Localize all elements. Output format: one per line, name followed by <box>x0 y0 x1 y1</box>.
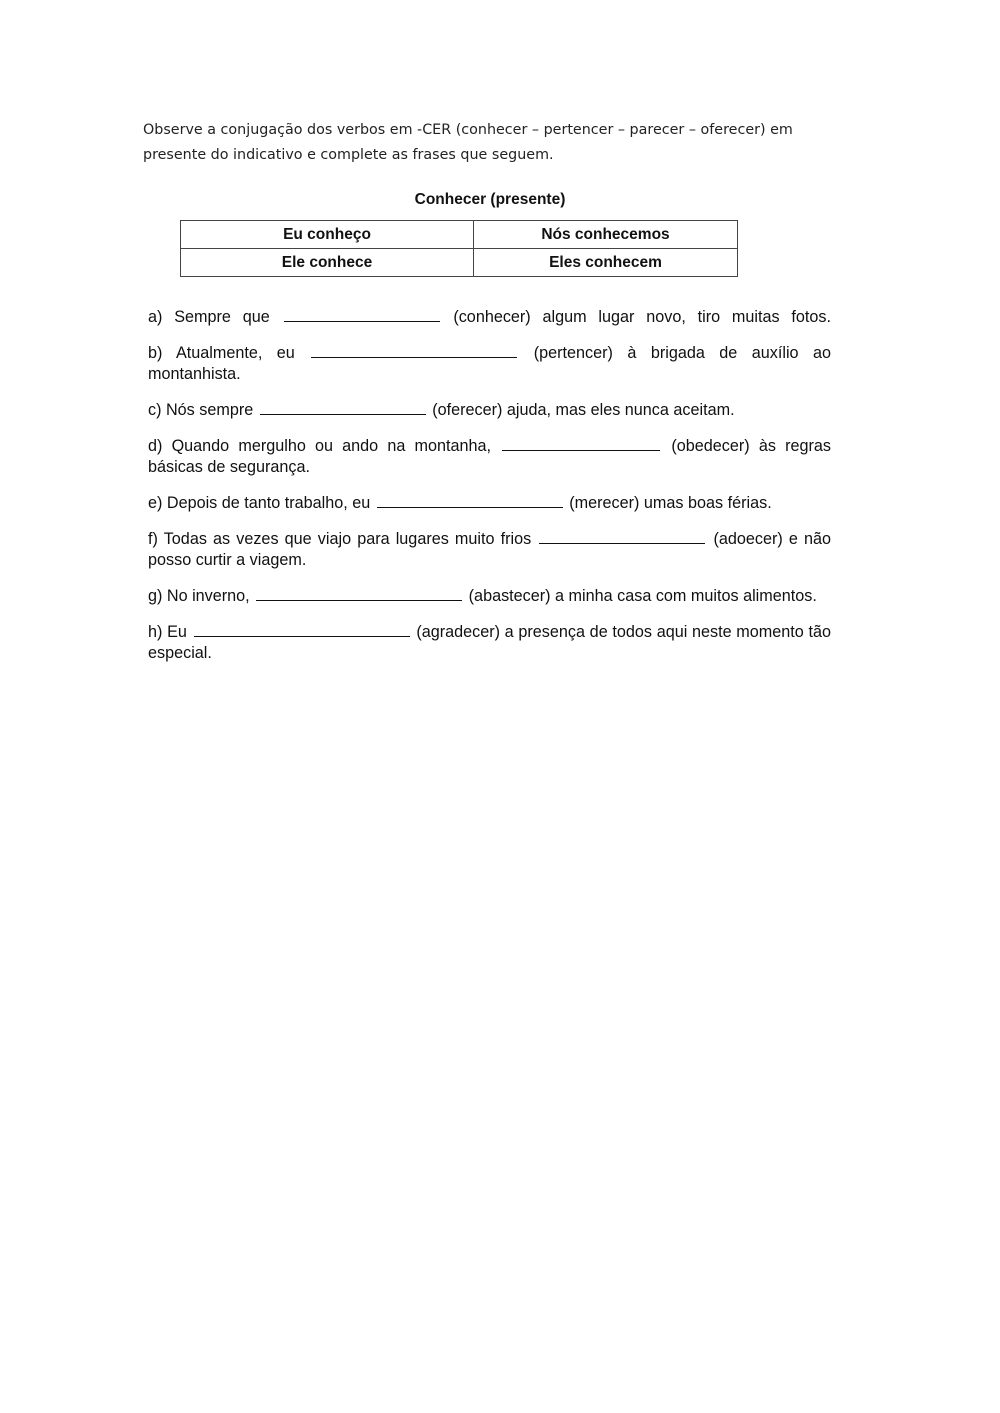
exercise-d <box>148 435 831 478</box>
answer-blank-g[interactable] <box>256 585 462 601</box>
exercise-prompt-after: (oferecer) ajuda, mas eles nunca aceitam. <box>432 401 735 419</box>
exercise-prompt-after: (adoecer) e não posso curtir a viagem. <box>148 530 831 569</box>
table-cell: Nós conhecemos <box>474 221 738 249</box>
instructions-text: Observe a conjugação dos verbos em -CER (conhecer – pertencer – parecer – oferecer) em presente do indicativo e complete as frases que seguem. <box>143 122 793 163</box>
exercise-prompt-before: h) Eu <box>148 623 187 641</box>
answer-blank-a[interactable] <box>284 306 440 322</box>
exercise-prompt-before: b) Atualmente, eu <box>148 344 295 362</box>
table-row <box>181 221 738 249</box>
table-cell: Eles conhecem <box>474 249 738 277</box>
exercise-prompt-after: (conhecer) algum lugar novo, tiro muitas fotos. <box>453 308 831 326</box>
exercise-prompt-after: (merecer) umas boas férias. <box>569 494 772 512</box>
table-title: Conhecer (presente) <box>414 191 566 208</box>
exercise-prompt-before: e) Depois de tanto trabalho, eu <box>148 494 371 512</box>
exercise-e <box>148 492 831 514</box>
answer-blank-h[interactable] <box>194 621 410 637</box>
answer-blank-b[interactable] <box>311 342 517 358</box>
exercise-h <box>148 621 831 664</box>
exercise-prompt-after: (agradecer) a presença de todos aqui neste momento tão especial. <box>148 623 831 662</box>
table-row <box>181 249 738 277</box>
exercise-b <box>148 342 831 385</box>
exercise-prompt-before: c) Nós sempre <box>148 401 254 419</box>
exercise-g <box>148 585 831 607</box>
exercise-list <box>148 306 831 678</box>
exercise-prompt-before: d) Quando mergulho ou ando na montanha, <box>148 437 492 455</box>
exercise-a <box>148 306 831 328</box>
answer-blank-d[interactable] <box>502 435 660 451</box>
conjugation-table <box>180 220 738 277</box>
exercise-f <box>148 528 831 571</box>
exercise-prompt-after: (obedecer) às regras básicas de segurança. <box>148 437 831 476</box>
exercise-prompt-after: (abastecer) a minha casa com muitos alimentos. <box>468 587 817 605</box>
exercise-c <box>148 399 831 421</box>
exercise-prompt-before: g) No inverno, <box>148 587 250 605</box>
table-cell: Ele conhece <box>181 249 474 277</box>
answer-blank-c[interactable] <box>260 399 426 415</box>
exercise-prompt-before: a) Sempre que <box>148 308 270 326</box>
exercise-prompt-after: (pertencer) à brigada de auxílio ao montanhista. <box>148 344 832 383</box>
answer-blank-f[interactable] <box>539 528 705 544</box>
answer-blank-e[interactable] <box>377 492 563 508</box>
table-cell: Eu conheço <box>181 221 474 249</box>
exercise-prompt-before: f) Todas as vezes que viajo para lugares muito frios <box>148 530 532 548</box>
